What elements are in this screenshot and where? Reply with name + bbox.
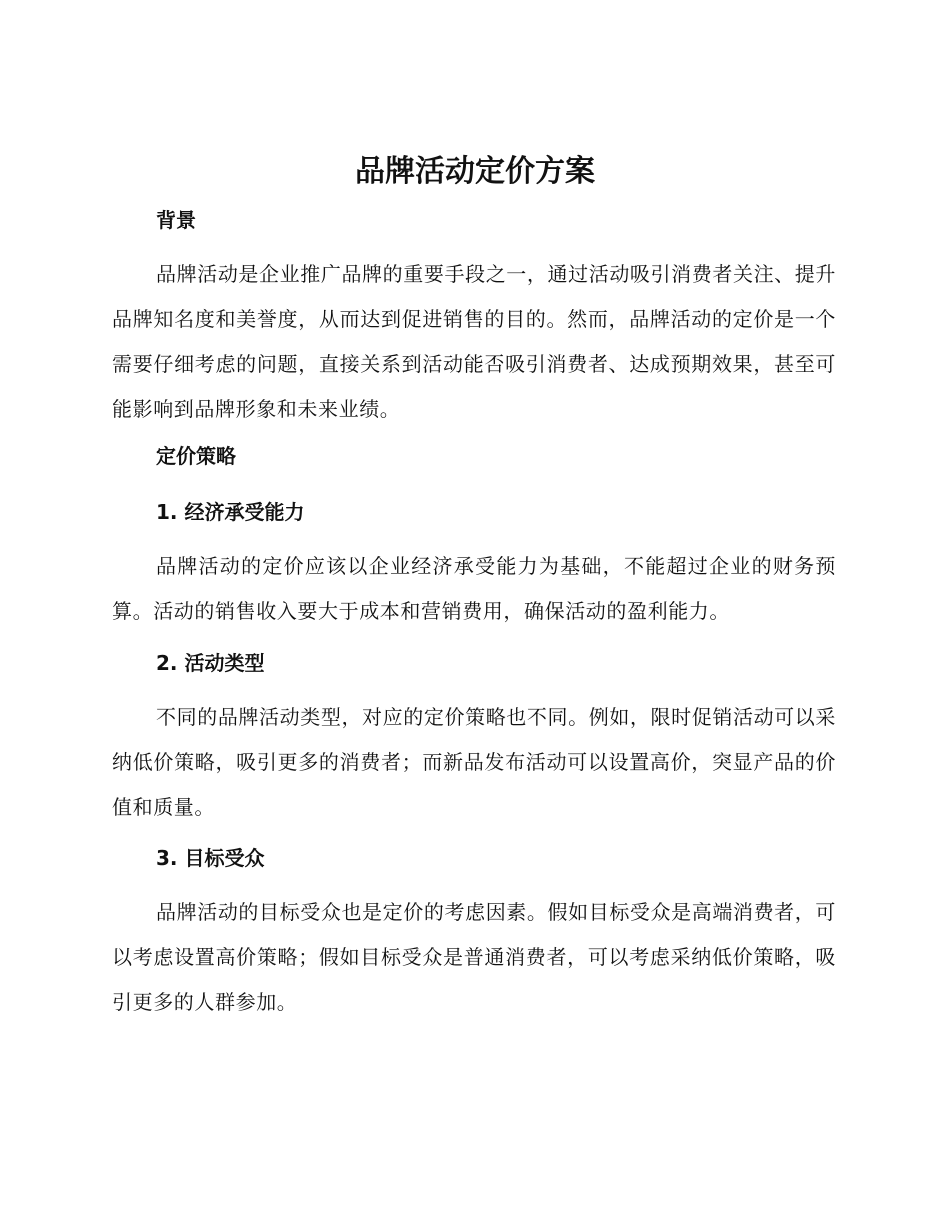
subheading-activity-type: 2. 活动类型 <box>156 651 265 675</box>
paragraph-activity-type: 不同的品牌活动类型，对应的定价策略也不同。例如，限时促销活动可以采纳低价策略，吸引更多的消费者；而新品发布活动可以设置高价，突显产品的价值和质量。 <box>112 705 836 819</box>
paragraph-background: 品牌活动是企业推广品牌的重要手段之一，通过活动吸引消费者关注、提升品牌知名度和美誉度，从而达到促进销售的目的。然而，品牌活动的定价是一个需要仔细考虑的问题，直接关系到活动能否吸引消费者、达成预期效果，甚至可能影响到品牌形象和未来业绩。 <box>112 262 836 421</box>
paragraph-target-audience: 品牌活动的目标受众也是定价的考虑因素。假如目标受众是高端消费者，可以考虑设置高价策略；假如目标受众是普通消费者，可以考虑采纳低价策略，吸引更多的人群参加。 <box>112 900 836 1014</box>
section-heading-background: 背景 <box>156 208 196 232</box>
section-heading-pricing-strategy: 定价策略 <box>156 444 236 468</box>
subheading-target-audience: 3. 目标受众 <box>156 846 265 870</box>
paragraph-economic-capacity: 品牌活动的定价应该以企业经济承受能力为基础，不能超过企业的财务预算。活动的销售收入要大于成本和营销费用，确保活动的盈利能力。 <box>112 554 836 623</box>
subheading-economic-capacity: 1. 经济承受能力 <box>156 500 305 524</box>
document-title: 品牌活动定价方案 <box>355 154 595 189</box>
